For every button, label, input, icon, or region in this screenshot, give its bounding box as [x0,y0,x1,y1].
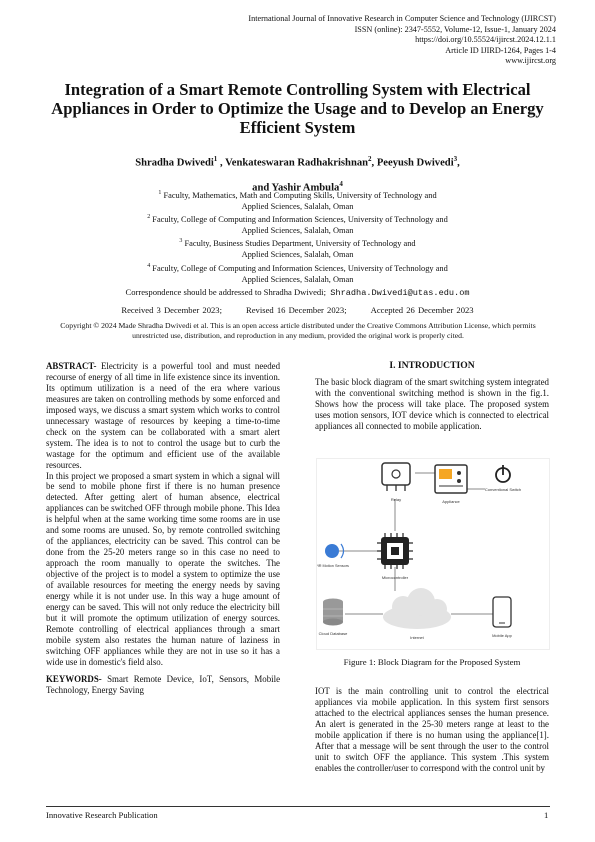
block-diagram [317,459,549,649]
pir-label: PIR Motion Sensors [317,564,349,568]
microcontroller-label: Microcontroller [381,575,409,580]
right-column-lower [315,686,549,774]
internet-cloud-icon [383,588,451,629]
page-number: 1 [544,810,549,820]
affiliation: $^3$ Faculty, Business Studies Department, University of Technology and Applied Sciences, Salalah, Oman [179,238,416,260]
website-link[interactable]: www.ijircst.org [505,56,556,66]
journal-name: International Journal of Innovative Research in Computer Science and Technology (IJIRCST) [248,14,556,23]
keywords-label: KEYWORDS- [46,673,102,684]
relay-icon [382,463,410,491]
journal-header [196,14,556,67]
abstract-paragraph: ABSTRACT- Electricity is a powerful tool and must needed recourse of energy of all time in life existence since its invention. Its optimum utilization is a need of the era where various measures are taken on controlling methods by some enforced and imposed ways, we discuss a smart system which works to control unnecessary wastage of resources by keeping a time-to-time check on the system can be collaborated with a smart alert system. The idea is to not to control the usage but to curb the wastage for the optimum and efficient use of the available resources. [46,361,281,470]
internet-label: Internet [410,635,424,640]
affiliation: $^4$ Faculty, College of Computing and Information Sciences, University of Technology and Applied Sciences, Salalah, Oman [147,262,448,284]
author-name: Venkateswaran Radhakrishnan [225,157,369,169]
author-sup: 3 [453,155,458,163]
block-diagram-figure [316,458,550,650]
author-name: and Yashir Ambula [252,182,340,194]
revised-date: Revised 16 December 2023; [246,305,347,315]
affiliation: $^1$ Faculty, Mathematics, Math and Computing Skills, University of Technology and Applied Sciences, Salalah, Oman [158,190,437,211]
keywords: KEYWORDS- Smart Remote Device, IoT, Sensors, Mobile Technology, Energy Saving [46,673,281,695]
correspondence [40,287,555,298]
author-sup: 1 [213,155,218,163]
intro-paragraph: IOT is the main controlling unit to control the electrical appliances via mobile application. In this system first sensors attached to the electrical appliances senses the human presence. An alert is generated in the 25-30 meters range at least to the mobile application if there is no human using the appliance[1]. After that a message will be sent through the user to the control unit to switch OFF the appliance. This system .This system enables the controller/user to correspond with the control unit by [315,686,549,773]
submission-dates [40,305,555,315]
correspondence-text: Correspondence should be addressed to Shradha Dwivedi; [125,287,326,297]
intro-paragraph: The basic block diagram of the smart switching system integrated with the conventional switching method is shown in the fig.1. Shows how the process will take place. The proposed system uses motion sensors, IOT device which is connected to electrical appliances all connected to mobile application. [315,376,549,431]
affiliation: $^2$ Faculty, College of Computing and Information Sciences, University of Technology and Applied Sciences, Salalah, Oman [147,214,448,236]
appliance-icon [435,465,467,493]
doi-link[interactable]: https://doi.org/10.55524/ijircst.2024.12.1.1 [415,35,556,45]
section-heading: I. INTRODUCTION [389,360,475,371]
switch-label: Conventional Switch [484,487,522,492]
abstract-paragraph: In this project we proposed a smart system in which a signal will be send to mobile phone first if there is no human presence detected. After getting alert of human absence, electrical appliances can be switched OFF through mobile phone. This Idea is helpful when at the same working time some rooms are in use and some rooms are unused. So, by remote controlled switching of the appliances, electricity can be saved. This control can be done from the 25-20 meters range so in this case no need to approach the room manually to operate the switches. The objective of the project is to model a system to optimize the use of available resources for meeting the energy needs by saving energy while it is not under use. In this way a huge amount of energy can be saved. This will not only reduce the electricity bill but it will promote the optimum utilization of energy sources. Remote controlling of electrical appliances through a smart mobile system also restates the human nature of laziness in switching OFF appliances while they are not in use so it has a wide use in domestic's field also. [46,470,280,667]
mobile-label: Mobile App [492,633,512,638]
cloud-database-icon [323,599,343,626]
received-date: Received 3 December 2023; [121,305,222,315]
appliance-label: Appliance [442,499,460,504]
author-sup: 2 [368,155,372,163]
article-id: Article ID IJIRD-1264, Pages 1-4 [445,45,556,55]
correspondence-email[interactable]: Shradha.Dwivedi@utas.edu.om [330,288,470,298]
author-name: Shradha Dwivedi [135,157,214,169]
relay-label: Relay [390,497,402,502]
figure-caption: Figure 1: Block Diagram for the Proposed System [343,657,521,667]
author-name: Peeyush Dwivedi [376,157,454,169]
left-column [46,361,280,696]
footer-publisher: Innovative Research Publication [46,810,158,820]
copyright-notice: Copyright © 2024 Made Shradha Dwivedi et al. This is an open access article distributed under the Creative Commons Attribution License, which permits unrestricted use, distribution, and reproduction in any medium, provided the original work is properly cited. [60,321,536,340]
mobile-phone-icon [493,597,511,627]
affiliations [100,188,495,285]
issn-line: ISSN (online): 2347-5552, Volume-12, Issue-1, January 2024 [354,24,556,34]
footer-rule [46,806,550,807]
author-sup: 4 [339,179,343,188]
microcontroller-icon [377,533,413,569]
paper-title: Integration of a Smart Remote Controlling System with Electrical Appliances in Order to Optimize the Usage and to Develop an Energy Efficient System [51,80,544,137]
power-switch-icon [496,465,510,482]
accepted-date: Accepted 26 December 2023 [370,305,474,315]
author-list: Shradha Dwivedi$^1$ , Venkateswaran Radhakrishnan$^2$, Peeyush Dwivedi$^3$, and Yashir Ambula$^4$ [135,155,460,194]
right-column [315,361,549,432]
cloud-database-label: Cloud Database [318,631,348,636]
abstract-label: ABSTRACT- [46,361,97,371]
